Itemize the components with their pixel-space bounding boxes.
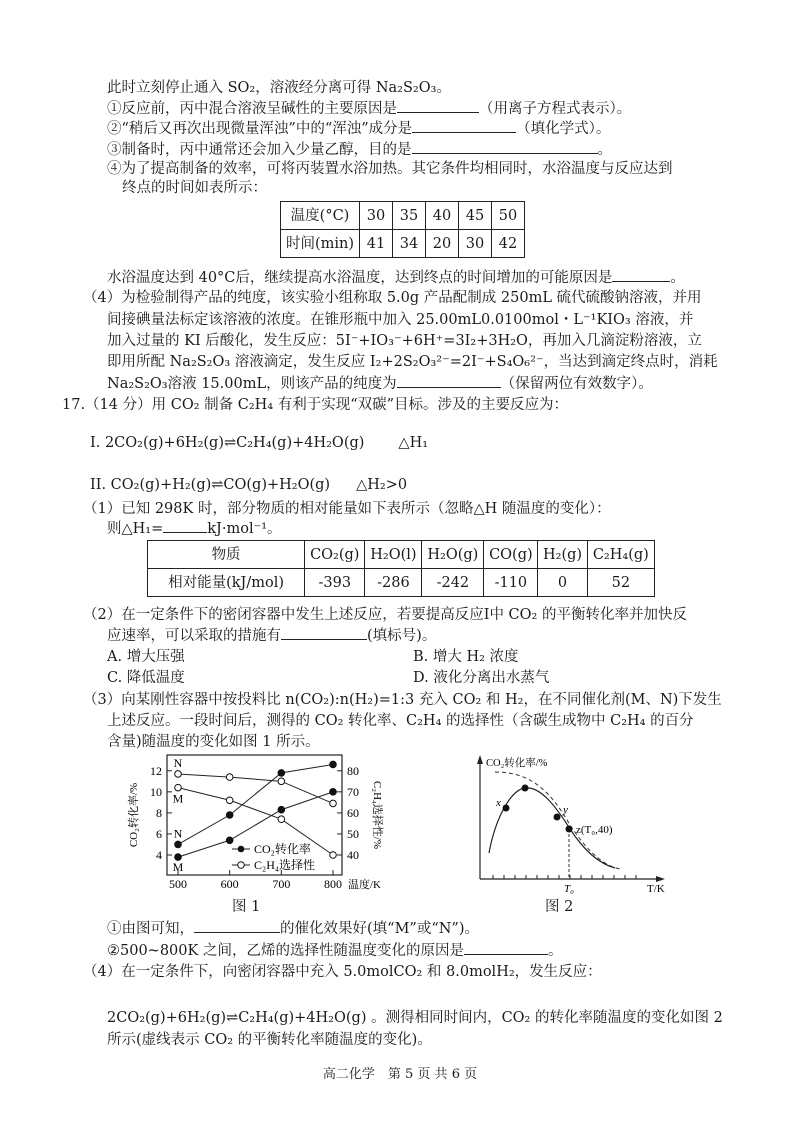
q-text: （用离子方程式表示）。 [479,101,632,117]
plot-frame [167,755,342,875]
data-point [226,774,233,781]
data-point [226,812,233,819]
y2-tick-label: 80 [347,763,359,778]
text-line: （3）向某刚性容器中按投料比 n(CO₂):n(H₂)=1:3 充入 CO₂ 和 H₂，在不同催化剂(M、N)下发生 [83,692,722,708]
option-b: B. 增大 H₂ 浓度 [413,649,519,665]
point-y [554,814,561,821]
q-text: ①反应前，丙中混合溶液呈碱性的主要原因是 [107,101,397,117]
equilibrium-curve [495,772,620,869]
legend-marker-filled [238,846,245,853]
table-cell: 35 [393,202,426,230]
text-line: 加入过量的 KI 后酸化，发生反应：5I⁻+IO₃⁻+6H⁺=3I₂+3H₂O，再加入几滴淀粉溶液，立 [107,333,702,349]
table-cell: 40 [426,202,459,230]
x-axis-label: T/K [647,883,665,895]
data-point [226,837,233,844]
q-text: 应速率，可以采取的措施有 [107,628,281,644]
y2-tick-label: 50 [347,826,359,841]
text-line: 含量)随温度的变化如图 1 所示。 [107,734,320,750]
table-header: H₂O(g) [422,541,484,569]
data-point [330,800,337,807]
figure-2-chart [440,745,730,897]
table-cell: 30 [360,202,393,230]
enthalpy: △H₁ [398,435,429,451]
y-tick-label: 8 [156,805,162,820]
series-line [178,774,333,803]
point-x [503,805,510,812]
y-tick-label: 12 [150,763,162,778]
data-point [330,852,337,859]
table-header: CO(g) [484,541,538,569]
data-point [330,789,337,796]
table-cell: 34 [393,230,426,258]
figure-2-caption: 图 2 [545,899,574,915]
q-text: ②“稍后又再次出现微量浑浊”中的“浑浊”成分是 [107,121,413,137]
text-line: ④为了提高制备的效率，可将丙装置水浴加热。其它条件均相同时，水浴温度与反应达到 [107,161,673,177]
table-cell: 0 [538,569,587,597]
table-cell: 42 [492,230,525,258]
option-a: A. 增大压强 [107,649,185,665]
x-tick-label: 500 [169,877,187,891]
legend-label: C₂H₄选择性 [254,858,316,872]
data-point [278,816,285,823]
legend-marker-open [238,862,245,869]
label-z: z(T₀,40) [576,824,613,836]
data-point [278,778,285,785]
y2-tick-label: 60 [347,805,359,820]
text-line: （4）在一定条件下，向密闭容器中充入 5.0molCO₂ 和 8.0molH₂，发生反应： [83,964,602,980]
q-text: (填标号)。 [367,628,437,644]
table-cell: -286 [365,569,422,597]
point-peak [522,785,529,792]
table-cell: 45 [459,202,492,230]
q-text: 。 [547,943,563,959]
enthalpy: △H₂>0 [356,477,408,493]
data-point [278,806,285,813]
table-header: C₂H₄(g) [587,541,654,569]
q-text: 水浴温度达到 40°C后，继续提高水浴温度，达到终点的时间增加的可能原因是 [107,270,613,286]
data-point [175,771,182,778]
legend-label: CO₂转化率 [254,842,311,856]
label-y: y [563,804,568,816]
text-line: 2CO₂(g)+6H₂(g)⇌C₂H₄(g)+4H₂O(g) 。测得相同时间内，CO₂ 的转化率随温度的变化如图 2 [107,1010,723,1026]
label-x: x [496,797,501,809]
text-line: 即用所配 Na₂S₂O₃ 溶液滴定，发生反应 I₂+2S₂O₃²⁻=2I⁻+S₄O₆²⁻，当达到滴定终点时，消耗 [107,354,718,370]
table-cell: 50 [492,202,525,230]
y2-axis-label: C₂H₄选择性/% [371,780,383,850]
catalyst-label: M [172,791,184,806]
q-text: ③制备时，丙中通常还会加入少量乙醇，目的是 [107,142,412,158]
y-tick-label: 4 [156,848,162,862]
q-text: （保留两位有效数字）。 [500,376,653,392]
option-c: C. 降低温度 [107,670,185,686]
x-axis-arrow-icon [656,876,665,882]
text-line: 所示(虚线表示 CO₂ 的平衡转化率随温度的变化)。 [107,1032,432,1048]
table-cell: -242 [422,569,484,597]
x-tick-label: 800 [324,877,342,891]
y2-tick-label: 40 [347,848,359,862]
x-tick-label: 600 [220,877,239,891]
table-header: 物质 [148,541,305,569]
q-text: 。 [597,142,612,158]
point-z [566,826,573,833]
x-tick-t0: T₀ [564,883,574,895]
q-text: 。 [670,270,685,286]
x-axis-label: 温度/K [348,879,381,891]
equation: I. 2CO₂(g)+6H₂(g)⇌C₂H₄(g)+4H₂O(g) [90,435,365,451]
table-cell: 时间(min) [281,230,360,258]
q-text: 的催化效果好(填“M”或“N”)。 [280,921,479,937]
text-line: （4）为检验制得产品的纯度，该实验小组称取 5.0g 产品配制成 250mL 硫代硫酸钠溶液，并用 [83,290,702,306]
option-d: D. 液化分离出水蒸气 [413,670,550,686]
table-cell: 温度(°C) [281,202,360,230]
catalyst-label: N [173,755,183,770]
table-cell: 20 [426,230,459,258]
text-line: （1）已知 298K 时，部分物质的相对能量如下表所示（忽略△H 随温度的变化）： [83,501,611,517]
y-tick-label: 6 [156,826,162,841]
answer-blank[interactable] [464,941,548,955]
y-axis-arrow-icon [477,755,483,764]
data-point [330,761,337,768]
y-axis-label: CO₂转化率/% [486,758,548,769]
equation: II. CO₂(g)+H₂(g)⇌CO(g)+H₂O(g) [90,477,331,493]
page-footer: 高二化学 第 5 页 共 6 页 [322,1067,478,1082]
q-text: （填化学式）。 [516,121,611,137]
text-line: 此时立刻停止通入 SO₂，溶液经分离可得 Na₂S₂O₃。 [107,80,451,96]
answer-blank[interactable] [194,919,280,933]
question-selectivity [107,941,562,959]
q-text: ②500~800K 之间，乙烯的选择性随温度变化的原因是 [107,943,464,959]
data-point [175,784,182,791]
figure-1-caption: 图 1 [232,899,261,915]
y-axis-label: CO₂转化率/% [128,782,140,848]
table-header: H₂(g) [538,541,587,569]
data-point [226,797,233,804]
x-tick-label: 700 [272,877,291,891]
table-cell: 52 [587,569,654,597]
question-17-heading: 17.（14 分）用 CO₂ 制备 C₂H₄ 有利于实现“双碳”目标。涉及的主要反应为： [62,397,569,413]
catalyst-label: M [172,860,184,875]
y2-tick-label: 70 [347,784,359,799]
text-line: 间接碘量法标定该溶液的浓度。在锥形瓶中加入 25.00mL0.0100mol・L⁻¹KIO₃ 溶液，并 [107,312,694,328]
table-header: CO₂(g) [305,541,365,569]
y-tick-label: 10 [150,784,162,799]
q-text: Na₂S₂O₃溶液 15.00mL，则该产品的纯度为 [107,376,397,392]
text-line: 上述反应。一段时间后，测得的 CO₂ 转化率、C₂H₄ 的选择性（含碳生成物中 C₂H₄ 的百分 [107,713,694,729]
table-cell: 相对能量(kJ/mol) [148,569,305,597]
q-text: kJ·mol⁻¹。 [207,521,282,537]
series-line [178,764,333,844]
table-cell: 41 [360,230,393,258]
text-line: （2）在一定条件下的密闭容器中发生上述反应，若要提高反应I中 CO₂ 的平衡转化率并加快反 [83,607,687,623]
table-cell: -393 [305,569,365,597]
data-point [175,841,182,848]
catalyst-label: N [173,826,183,841]
question-catalyst [107,919,479,937]
table-header: H₂O(l) [365,541,422,569]
table-cell: -110 [484,569,538,597]
q-text: 则△H₁= [107,521,164,537]
text-line: 终点的时间如表所示： [122,180,267,196]
data-point [278,770,285,777]
q-text: ①由图可知， [107,921,194,937]
table-cell: 30 [459,230,492,258]
